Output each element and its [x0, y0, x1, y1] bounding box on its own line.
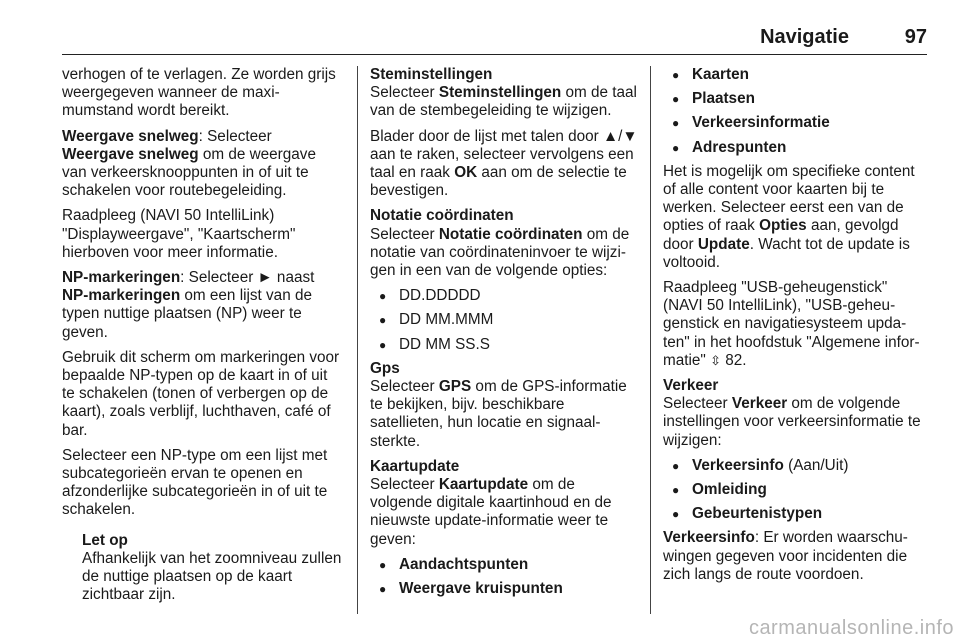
list-item: ● DD MM SS.S — [370, 336, 638, 354]
list-item: ● DD.DDDDD — [370, 287, 638, 305]
term: GPS — [438, 378, 472, 396]
paragraph — [62, 128, 344, 201]
section-heading: Kaartupdate — [370, 457, 460, 475]
list-item — [370, 580, 638, 598]
text: om de weergave van verkeersknooppunten in of uit te schakelen voor routebegeleiding. — [62, 145, 316, 200]
text: om een lijst van de typen nuttige plaatsen (NP) weer te geven. — [62, 287, 312, 341]
paragraph — [663, 163, 927, 272]
text: om de notatie van coördinateninvoer te wijzigen in een van de volgende opties: — [370, 225, 630, 280]
paragraph — [663, 395, 927, 450]
option-list — [663, 66, 927, 157]
column-1 — [62, 66, 344, 614]
paragraph — [370, 128, 638, 201]
list-item — [663, 139, 927, 157]
page-header — [62, 20, 927, 55]
term: Weergave snelweg — [62, 145, 199, 163]
list-item — [663, 457, 927, 475]
text: Selecteer — [370, 476, 439, 494]
term: Verkeersinformatie — [692, 114, 830, 132]
text: (Aan/Uit) — [783, 456, 849, 474]
text: om de taal van de stembegeleiding te wijzigen. — [370, 84, 637, 120]
term: Verkeersinfo — [692, 456, 784, 474]
text: Raadpleeg "USB-geheugenstick" (NAVI 50 IntelliLink), "USB-geheugenstick en navigatiesysteem updaten" in het hoofdstuk "Algemene informatie" — [663, 279, 920, 369]
watermark: carmanualsonline.info — [748, 617, 954, 639]
term: Kaartupdate — [438, 476, 529, 494]
page-reference-icon: ⇳ — [710, 352, 721, 368]
page-number: 97 — [904, 26, 927, 48]
section-heading: Gps — [370, 359, 400, 377]
text: om de GPS-informatie te bekijken, bijv. beschikbare satellieten, hun locatie en signaalsterkte. — [370, 378, 627, 450]
text: . Wacht tot de update is voltooid. — [663, 235, 910, 271]
paragraph — [370, 226, 638, 281]
term: NP-markeringen — [62, 269, 181, 287]
text: Selecteer — [370, 84, 439, 102]
page-reference: 82. — [725, 351, 747, 369]
paragraph — [62, 66, 344, 121]
section-heading: Verkeer — [663, 377, 719, 395]
list-item — [663, 90, 927, 108]
paragraph — [370, 476, 638, 549]
note-heading: Let op — [82, 531, 128, 549]
paragraph — [370, 378, 638, 451]
paragraph — [663, 279, 927, 370]
list-item — [663, 505, 927, 523]
paragraph — [62, 207, 344, 262]
text: Raadpleeg (NAVI 50 IntelliLink) "Displayweergave", "Kaartscherm" hierboven voor meer informatie. — [62, 207, 296, 261]
term: NP-markeringen — [62, 287, 181, 305]
term: Kaarten — [692, 66, 749, 83]
term: Plaatsen — [692, 90, 755, 108]
paragraph — [62, 269, 344, 342]
section-title: Navigatie — [760, 26, 849, 48]
term: Verkeer — [731, 395, 788, 413]
list-item: ● DD MM.MMM — [370, 311, 638, 329]
term: Weergave snelweg — [62, 127, 199, 145]
term: Notatie coördinaten — [438, 225, 583, 243]
text: Selecteer — [370, 225, 439, 243]
term: Steminstellingen — [438, 84, 562, 102]
text: Gebruik dit scherm om markeringen voor bepaalde NP-typen op de kaart in of uit te schakelen (tonen of verbergen op de kaart), zoals verblijf, luchthaven, café of bar. — [62, 348, 340, 439]
option-list — [370, 556, 638, 598]
option-list — [663, 457, 927, 524]
term: Opties — [759, 217, 807, 235]
text: aan om de selectie te bevestigen. — [370, 164, 627, 200]
text: aan, gevolgd door — [663, 217, 899, 253]
text: Blader door de lijst met talen door ▲/▼ aan te raken, selecteer vervolgens een taal en raak — [370, 127, 638, 182]
section-heading: Steminstellingen — [370, 66, 493, 83]
list-item — [663, 66, 927, 84]
term: Verkeersinfo — [663, 529, 755, 547]
text: Het is mogelijk om specifieke content of alle content voor kaarten bij te werken. Selecteer eerst een van de opties of raak — [663, 162, 915, 235]
paragraph — [370, 84, 638, 120]
text: : Er worden waarschuwingen gegeven voor incidenten die zich langs de route voordoen. — [663, 529, 908, 583]
text: Selecteer een NP-type om een lijst met subcategorieën ervan te openen en afzonderlijke subcategorieën in of uit te schakelen. — [62, 446, 328, 519]
paragraph — [62, 447, 344, 520]
term: Weergave kruispunten — [399, 580, 563, 598]
text: Selecteer — [370, 378, 439, 396]
term: Update — [697, 235, 750, 253]
term: OK — [454, 164, 478, 182]
text: : Selecteer — [198, 127, 272, 145]
option-list — [370, 287, 638, 354]
term: Adrespunten — [692, 138, 787, 156]
term: Gebeurtenistypen — [692, 505, 823, 523]
note-body: Afhankelijk van het zoomniveau zullen de nuttige plaatsen op de kaart zichtbaar zijn. — [82, 549, 342, 604]
section-heading: Notatie coördinaten — [370, 207, 514, 225]
text: Selecteer — [663, 395, 732, 413]
text: om de volgende digitale kaartinhoud en de nieuwste update-informatie weer te geven: — [370, 476, 612, 548]
column-3 — [650, 66, 927, 614]
text: : Selecteer ► naast — [180, 269, 315, 287]
list-item — [370, 556, 638, 574]
column-2 — [357, 66, 638, 614]
term: Aandachtspunten — [399, 555, 529, 573]
list-item — [663, 481, 927, 499]
list-item — [663, 114, 927, 132]
text: verhogen of te verlagen. Ze worden grijs weergegeven wanneer de maximumstand wordt bereikt. — [62, 66, 336, 120]
text: om de volgende instellingen voor verkeersinformatie te wijzigen: — [663, 395, 921, 449]
note-box — [82, 532, 344, 605]
paragraph — [62, 349, 344, 440]
term: Omleiding — [692, 481, 767, 499]
paragraph — [663, 529, 927, 584]
